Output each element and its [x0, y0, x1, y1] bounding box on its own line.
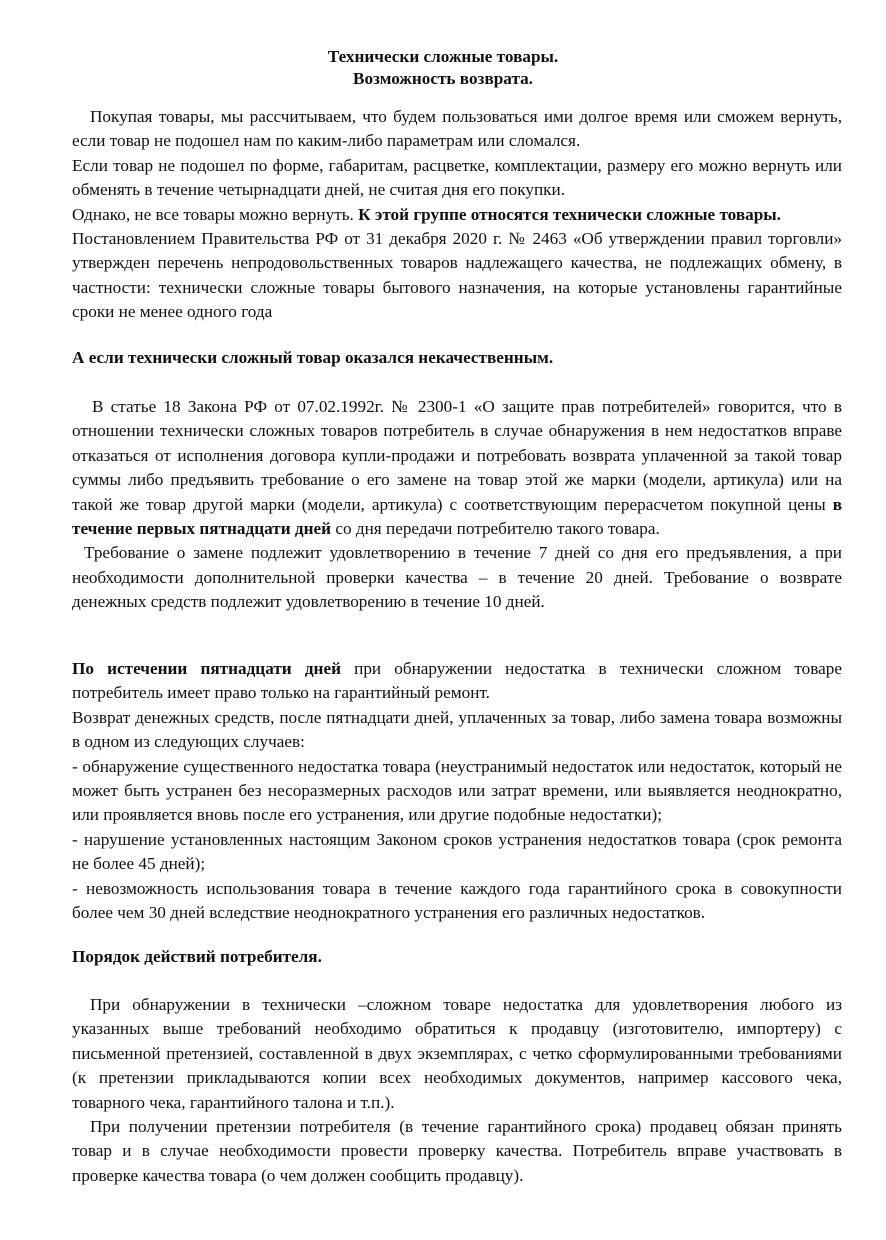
intro-paragraph-3	[72, 203, 842, 227]
defect-section	[72, 346, 842, 370]
procedure-paragraph-1: При обнаружении в технически –сложном товаре недостатка для удовлетворения любого из указанных выше требований необходимо обратиться к продавцу (изготовителю, импортеру) с письменной претензией, составленной в двух экземплярах, с четко сформулированными требованиями (к претензии прикладываются копии всех необходимых документов, например кассового чека, товарного чека, гарантийного талона и т.п.).	[72, 995, 842, 1112]
defect-paragraph-1-emphasis: в течение первых пятнадцати дней	[72, 494, 842, 539]
after-period-section	[72, 657, 842, 925]
intro-paragraph-1: Покупая товары, мы рассчитываем, что будем пользоваться ими долгое время или сможем вернуть, если товар не подошел нам по каким-либо параметрам или сломался.	[72, 107, 842, 151]
after-paragraph-2: Возврат денежных средств, после пятнадцати дней, уплаченных за товар, либо замена товара возможны в одном из следующих случаев:	[72, 707, 842, 752]
intro-section	[72, 105, 842, 325]
defect-paragraph-1	[72, 395, 842, 541]
document-title-line2: Возможность возврата.	[353, 69, 533, 88]
defect-paragraph-1-text-end: со дня передачи потребителю такого товара.	[331, 519, 660, 539]
intro-paragraph-4: Постановлением Правительства РФ от 31 декабря 2020 г. № 2463 «Об утверждении правил торговли» утвержден перечень непродовольственных товаров надлежащего качества, не подлежащих обмену, в частности: технически сложные товары бытового назначения, на которые установлены гарантийные сроки не менее одного года	[72, 229, 842, 322]
after-list-item: - нарушение установленных настоящим Законом сроков устранения недостатков товара (срок ремонта не более 45 дней);	[72, 829, 842, 874]
after-paragraph-1-emphasis: По истечении пятнадцати дней	[72, 659, 341, 678]
procedure-section-body	[72, 993, 842, 1188]
defect-paragraph-2: Требование о замене подлежит удовлетворению в течение 7 дней со дня его предъявления, а при необходимости дополнительной проверки качества – в течение 20 дней. Требование о возврате денежных средств подлежит удовлетворению в течение 10 дней.	[72, 543, 842, 612]
defect-section-body	[72, 395, 842, 615]
intro-paragraph-3-text: Однако, не все товары можно вернуть.	[72, 204, 359, 224]
intro-paragraph-2: Если товар не подошел по форме, габаритам, расцветке, комплектации, размеру его можно вернуть или обменять в течение четырнадцати дней, не считая дня его покупки.	[72, 155, 842, 200]
after-list-item: - невозможность использования товара в течение каждого года гарантийного срока в совокупности более чем 30 дней вследствие неоднократного устранения его различных недостатков.	[72, 878, 842, 923]
after-paragraph-1-text: при обнаружении недостатка в технически сложном товаре потребитель имеет право только на гарантийный ремонт.	[72, 659, 843, 703]
after-paragraph-1	[72, 657, 842, 706]
procedure-paragraph-2: При получении претензии потребителя (в течение гарантийного срока) продавец обязан принять товар и в случае необходимости провести проверку качества. Потребитель вправе участвовать в проверке качества товара (о чем должен сообщить продавцу).	[72, 1117, 842, 1185]
after-list-item: - обнаружение существенного недостатка товара (неустранимый недостаток или недостаток, который не может быть устранен без несоразмерных расходов или затрат времени, или выявляется неоднократно, или проявляется вновь после его устранения, или другие подобные недостатки);	[72, 756, 842, 825]
defect-section-heading: А если технически сложный товар оказался некачественным.	[72, 348, 554, 367]
procedure-section	[72, 945, 842, 969]
document-title-line1: Технически сложные товары.	[327, 47, 559, 66]
intro-paragraph-3-emphasis: К этой группе относятся технически сложные товары.	[358, 204, 781, 224]
defect-paragraph-1-text: В статье 18 Закона РФ от 07.02.1992г. № 2300-1 «О защите прав потребителей» говорится, что в отношении технически сложных товаров потребитель в случае обнаружения в нем недостатков вправе отказаться от исполнения договора купли-продажи и потребовать возврата уплаченной за такой товар суммы либо предъявить требование о его замене на товар этой же марки (модели, артикула) или на такой же товар другой марки (модели, артикула) с соответствующим перерасчетом покупной цены	[72, 397, 842, 514]
procedure-section-heading: Порядок действий потребителя.	[72, 947, 322, 966]
